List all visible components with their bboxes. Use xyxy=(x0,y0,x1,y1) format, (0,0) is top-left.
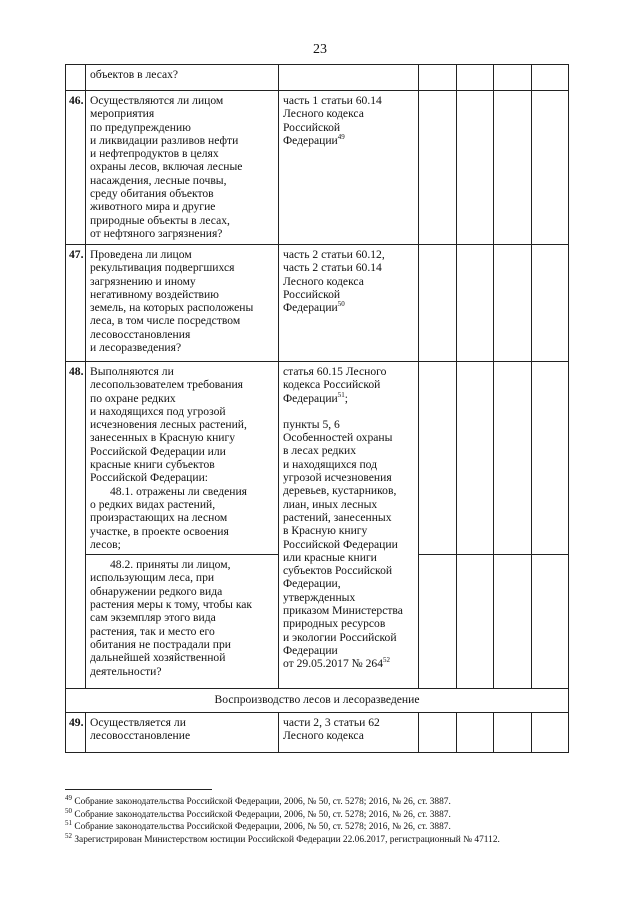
reference-line: Лесного кодекса xyxy=(283,107,364,121)
reference-line xyxy=(283,134,415,147)
answer-cell xyxy=(532,91,569,245)
question-line: Российской Федерации или xyxy=(90,444,226,458)
reference-line: статья 60.15 Лесного xyxy=(283,365,387,378)
reference-line: деревьев, кустарников, xyxy=(283,484,397,498)
reference-line: часть 1 статьи 60.14 xyxy=(283,94,382,107)
row-number: 49. xyxy=(66,713,86,753)
question-cell xyxy=(86,362,279,555)
question-line: среду обитания объектов xyxy=(90,187,214,201)
footnote-text: Зарегистрирован Министерством юстиции Российской Федерации 22.06.2017, регистрационный № 47112. xyxy=(72,835,500,846)
footnote-text: Собрание законодательства Российской Федерации, 2006, № 50, ст. 5278; 2016, № 26, ст. 3887. xyxy=(72,809,451,820)
reference-cell xyxy=(279,362,419,689)
question-line: Российской Федерации: xyxy=(90,471,209,485)
question-line: Осуществляется ли xyxy=(90,716,186,730)
reference-line: часть 2 статьи 60.12, xyxy=(283,248,385,261)
reference-line: или красные книги xyxy=(283,550,377,564)
subitem-line: обнаружении редкого вида xyxy=(90,584,223,598)
table-row xyxy=(66,65,569,91)
reference-line: и находящихся под xyxy=(283,457,378,471)
answer-cell xyxy=(532,65,569,91)
reference-line: Российской Федерации xyxy=(283,537,398,551)
answer-cell xyxy=(532,362,569,555)
reference-line: Федерации, xyxy=(283,577,341,591)
subitem-line: произрастающих на лесном xyxy=(90,511,228,525)
question-line: животного мира и другие xyxy=(90,200,216,214)
answer-cell xyxy=(419,245,457,362)
answer-cell xyxy=(457,91,494,245)
footnote xyxy=(65,831,500,847)
question-line: леса, в том числе посредством xyxy=(90,314,241,328)
question-cell xyxy=(86,555,279,689)
reference-cell xyxy=(279,91,419,245)
reference-line: Российской xyxy=(283,287,341,301)
reference-line: пункты 5, 6 xyxy=(283,417,340,431)
row-number xyxy=(66,65,86,91)
footnote-mark: 52 xyxy=(383,656,391,665)
reference-line: и экологии Российской xyxy=(283,630,397,644)
question-line: и лесоразведения? xyxy=(90,341,182,355)
question-line: Осуществляются ли лицом xyxy=(90,94,224,107)
question-line: природные объекты в лесах, xyxy=(90,213,230,227)
footnote-mark: 49 xyxy=(65,793,72,802)
reference-cell xyxy=(279,713,419,753)
question-line: рекультивация подвергшихся xyxy=(90,261,235,275)
question-line: Выполняются ли xyxy=(90,365,174,378)
answer-cell xyxy=(419,713,457,753)
reference-line: лиан, иных лесных xyxy=(283,497,378,511)
reference-line xyxy=(283,301,415,314)
footnote-mark: 50 xyxy=(337,300,345,309)
reference-cell xyxy=(279,245,419,362)
answer-cell xyxy=(457,362,494,555)
footnote-mark: 51 xyxy=(65,819,72,828)
question-line: лесопользователем требования xyxy=(90,378,243,392)
answer-cell xyxy=(457,713,494,753)
reference-line: субъектов Российской xyxy=(283,564,393,578)
reference-line: кодекса Российской xyxy=(283,378,381,392)
subitem-line: участке, в проекте освоения xyxy=(90,524,229,538)
footnote xyxy=(65,821,500,834)
footnote-mark: 51 xyxy=(337,390,345,399)
subitem-line: обитания не пострадали при xyxy=(90,637,231,651)
section-row xyxy=(66,689,569,713)
reference-line: угрозой исчезновения xyxy=(283,471,392,485)
page-number: 23 xyxy=(313,42,327,57)
spacer xyxy=(283,405,415,418)
footnotes xyxy=(65,793,500,847)
answer-cell xyxy=(457,245,494,362)
question-line: загрязнению и иному xyxy=(90,274,196,288)
question-line: Проведена ли лицом xyxy=(90,248,192,261)
row-number: 47. xyxy=(66,245,86,362)
footnote-text: Собрание законодательства Российской Федерации, 2006, № 50, ст. 5278; 2016, № 26, ст. 3887. xyxy=(72,797,451,807)
question-line: исчезновения лесных растений, xyxy=(90,418,247,432)
footnote-separator xyxy=(65,789,212,790)
answer-cell xyxy=(457,65,494,91)
answer-cell xyxy=(494,362,532,555)
reference-line: Федерации xyxy=(283,643,338,657)
question-line: земель, на которых расположены xyxy=(90,301,254,315)
question-cell xyxy=(86,65,279,91)
subitem-line: использующим леса, при xyxy=(90,571,215,585)
reference-text: ; xyxy=(344,391,348,405)
question-line: красные книги субъектов xyxy=(90,458,215,472)
question-line: лесовосстановление xyxy=(90,729,191,743)
subitem-line: деятельности? xyxy=(90,664,162,678)
reference-line: в Красную книгу xyxy=(283,524,368,538)
answer-cell xyxy=(494,65,532,91)
question-cell xyxy=(86,713,279,753)
reference-line: Российской xyxy=(283,120,341,134)
reference-text: от 29.05.2017 № 264 xyxy=(283,657,384,671)
table-row xyxy=(66,91,569,245)
reference-cell xyxy=(279,65,419,91)
reference-line: приказом Министерства xyxy=(283,604,403,618)
question-line: лесовосстановления xyxy=(90,327,191,341)
question-line: охраны лесов, включая лесные xyxy=(90,160,243,174)
question-line: по охране редких xyxy=(90,391,176,405)
reference-text: Федерации xyxy=(283,391,338,405)
reference-line: утвержденных xyxy=(283,590,356,604)
subitem-line: 48.2. приняты ли лицом, xyxy=(110,558,231,572)
answer-cell xyxy=(494,91,532,245)
footnote xyxy=(65,806,500,822)
row-number: 46. xyxy=(66,91,86,245)
reference-line xyxy=(283,392,415,405)
reference-text: Федерации xyxy=(283,301,338,315)
table-row xyxy=(66,362,569,555)
footnote-mark: 50 xyxy=(65,806,72,815)
answer-cell xyxy=(494,555,532,689)
answer-cell xyxy=(419,362,457,555)
subitem-line: дальнейшей хозяйственной xyxy=(90,651,226,665)
reference-line: части 2, 3 статьи 62 xyxy=(283,716,380,730)
table-row xyxy=(66,245,569,362)
table-row xyxy=(66,713,569,753)
reference-line xyxy=(283,657,415,670)
answer-cell xyxy=(419,555,457,689)
question-cell xyxy=(86,91,279,245)
question-line: насаждения, лесные почвы, xyxy=(90,173,227,187)
row-number: 48. xyxy=(66,362,86,689)
question-line: от нефтяного загрязнения? xyxy=(90,226,223,240)
question-line: и находящихся под угрозой xyxy=(90,404,226,418)
question-cell xyxy=(86,245,279,362)
footnote-text: Собрание законодательства Российской Федерации, 2006, № 50, ст. 5278; 2016, № 26, ст. 3887. xyxy=(72,822,451,833)
answer-cell xyxy=(532,245,569,362)
section-title: Воспроизводство лесов и лесоразведение xyxy=(66,689,569,713)
answer-cell xyxy=(457,555,494,689)
reference-line: в лесах редких xyxy=(283,444,357,458)
reference-line: Лесного кодекса xyxy=(283,729,364,743)
reference-line: часть 2 статьи 60.14 xyxy=(283,261,382,275)
question-line: и ликвидации разливов нефти xyxy=(90,133,239,147)
question-line: мероприятия xyxy=(90,107,155,121)
footnote-mark: 49 xyxy=(337,133,345,142)
reference-line: природных ресурсов xyxy=(283,617,386,631)
question-line: занесенных в Красную книгу xyxy=(90,431,236,445)
answer-cell xyxy=(494,245,532,362)
reference-line: Особенностей охраны xyxy=(283,431,393,445)
checklist-table xyxy=(65,64,569,753)
footnote xyxy=(65,793,500,809)
question-line: и нефтепродуктов в целях xyxy=(90,147,219,161)
answer-cell xyxy=(494,713,532,753)
subitem-line: лесов; xyxy=(90,537,121,551)
question-line: негативному воздействию xyxy=(90,287,219,301)
footnote-mark: 52 xyxy=(65,831,72,840)
reference-line: растений, занесенных xyxy=(283,510,392,524)
question-line: по предупреждению xyxy=(90,120,191,134)
subitem-line: сам экземпляр этого вида xyxy=(90,611,216,625)
reference-line: Лесного кодекса xyxy=(283,274,364,288)
answer-cell xyxy=(419,91,457,245)
question-line: объектов в лесах? xyxy=(90,68,179,81)
subitem-line: растения меры к тому, чтобы как xyxy=(90,598,253,612)
subitem-line: 48.1. отражены ли сведения xyxy=(110,484,247,498)
answer-cell xyxy=(532,555,569,689)
subitem-line: растения, так и место его xyxy=(90,624,215,638)
answer-cell xyxy=(419,65,457,91)
reference-text: Федерации xyxy=(283,133,338,147)
answer-cell xyxy=(532,713,569,753)
subitem-line: о редких видах растений, xyxy=(90,497,216,511)
